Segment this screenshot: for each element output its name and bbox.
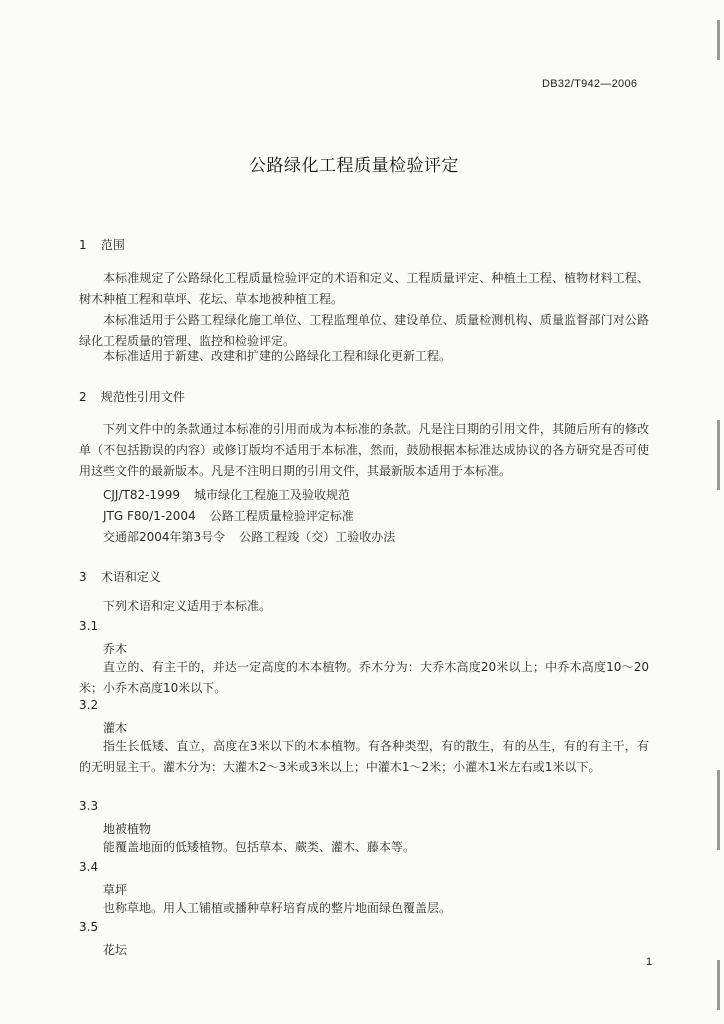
reference-item xyxy=(103,507,354,524)
term-number: 3.5 xyxy=(79,920,99,934)
paragraph: 本标准规定了公路绿化工程质量检验评定的术语和定义、工程质量评定、种植土工程、植物材料工程、树木种植工程和草坪、花坛、草本地被种植工程。 xyxy=(79,271,649,306)
section-number: 3 xyxy=(79,570,87,584)
scan-edge-mark xyxy=(717,770,720,850)
page-number: 1 xyxy=(646,956,653,968)
term-definition: 能覆盖地面的低矮植物。包括草本、蕨类、灌木、藤本等。 xyxy=(103,840,416,854)
reference-name: 城市绿化工程施工及验收规范 xyxy=(193,488,350,502)
term-number: 3.1 xyxy=(79,619,99,633)
paragraph: 本标准适用于公路工程绿化施工单位、工程监理单位、建设单位、质量检测机构、质量监督部门对公路绿化工程质量的管理、监控和检验评定。 xyxy=(79,313,649,348)
scan-edge-mark xyxy=(717,20,720,60)
document-title: 公路绿化工程质量检验评定 xyxy=(249,156,459,176)
term-definition: 指生长低矮、直立，高度在3米以下的木本植物。有各种类型，有的散生，有的丛生，有的有主干，有的无明显主干。灌木分为：大灌木2～3米或3米以上；中灌木1～2米；小灌木1米左右或1米以下。 xyxy=(79,739,649,774)
term-name: 草坪 xyxy=(103,883,128,897)
section-heading-2 xyxy=(79,388,185,405)
scan-edge-mark xyxy=(717,960,720,1010)
reference-code: JTG F80/1-2004 xyxy=(103,509,196,523)
reference-code: 交通部2004年第3号令 xyxy=(103,530,226,544)
term-definition: 也称草地。用人工铺植或播种草籽培育成的整片地面绿色覆盖层。 xyxy=(103,901,452,915)
reference-item xyxy=(103,486,350,503)
term-number: 3.2 xyxy=(79,698,99,712)
section-number: 2 xyxy=(79,390,87,404)
section-heading-3 xyxy=(79,568,161,585)
scan-edge-mark xyxy=(717,420,720,490)
standard-code: DB32/T942—2006 xyxy=(542,78,638,90)
term-name: 地被植物 xyxy=(103,822,152,836)
section-title: 规范性引用文件 xyxy=(100,390,185,404)
term-definition: 直立的、有主干的，并达一定高度的木本植物。乔木分为：大乔木高度20米以上；中乔木高度10～20米；小乔木高度10米以下。 xyxy=(79,660,649,695)
section-title: 术语和定义 xyxy=(100,570,161,584)
section-heading-1 xyxy=(79,236,125,253)
paragraph: 本标准适用于新建、改建和扩建的公路绿化工程和绿化更新工程。 xyxy=(103,349,452,363)
section-intro: 下列术语和定义适用于本标准。 xyxy=(103,599,272,613)
term-name: 花坛 xyxy=(103,943,128,957)
section-title: 范围 xyxy=(100,238,125,252)
term-number: 3.4 xyxy=(79,860,99,874)
section-number: 1 xyxy=(79,238,87,252)
paragraph: 下列文件中的条款通过本标准的引用而成为本标准的条款。凡是注日期的引用文件，其随后所有的修改单（不包括勘误的内容）或修订版均不适用于本标准，然而，鼓励根据本标准达成协议的各方研究是否可使用这些文件的最新版本。凡是不注明日期的引用文件，其最新版本适用于本标准。 xyxy=(79,422,649,478)
term-number: 3.3 xyxy=(79,799,99,813)
reference-name: 公路工程竣（交）工验收办法 xyxy=(239,530,396,544)
reference-item xyxy=(103,528,395,545)
term-name: 灌木 xyxy=(103,721,128,735)
term-name: 乔木 xyxy=(103,642,128,656)
reference-code: CJJ/T82-1999 xyxy=(103,488,180,502)
reference-name: 公路工程质量检验评定标准 xyxy=(209,509,354,523)
